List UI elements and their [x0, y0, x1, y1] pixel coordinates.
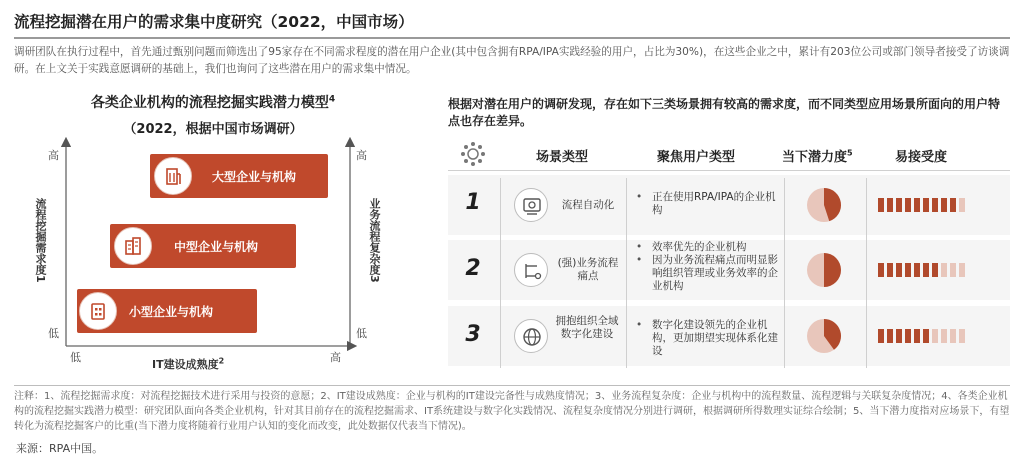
model-subtitle: （2022，根据中国市场调研）: [123, 122, 303, 137]
acceptance-dot: [923, 198, 929, 212]
acceptance-dot: [905, 329, 911, 343]
org-large-label: 大型企业与机构: [212, 170, 297, 184]
row-1-user-item: • 正在使用RPA/IPA的企业机构: [630, 191, 780, 217]
acceptance-dot: [941, 263, 947, 277]
acceptance-dot: [914, 198, 920, 212]
acceptance-dot: [959, 198, 965, 212]
model-title-text: 各类企业机构的流程挖掘实践潜力模型: [90, 95, 329, 111]
notes-divider: [14, 385, 1010, 386]
org-small-label: 小型企业与机构: [129, 305, 214, 319]
acceptance-dot: [941, 329, 947, 343]
acceptance-dot: [950, 329, 956, 343]
intro-paragraph: 调研团队在执行过程中，首先通过甄别问题而筛选出了95家存在不同需求程度的潜在用户企业(其中包含拥有RPA/IPA实践经验的用户，占比为30%)，在这些企业之中，累计有203位公司或部门领导者接受了访谈调研。在上文关于实践意愿调研的基础上，我们也询问了这些潜在用户的需求集中情况。: [14, 46, 1010, 75]
row-3-rank: 3: [465, 322, 481, 347]
acceptance-dot: [914, 329, 920, 343]
acceptance-dot: [878, 198, 884, 212]
header-acceptance: 易接受度: [895, 150, 948, 165]
page-title: 流程挖掘潜在用户的需求集中度研究（2022，中国市场）: [14, 13, 414, 31]
acceptance-dot: [896, 329, 902, 343]
acceptance-dot: [950, 263, 956, 277]
y-right-high: 高: [356, 149, 367, 162]
x-high: 高: [330, 351, 341, 364]
acceptance-dot: [941, 198, 947, 212]
acceptance-dot: [878, 263, 884, 277]
header-potential-text: 当下潜力度: [782, 150, 848, 165]
acceptance-dot: [950, 198, 956, 212]
row-2-user-item: • 因为业务流程痛点而明显影响组织管理或业务效率的企业机构: [630, 254, 780, 293]
header-potential-sup: 5: [847, 148, 853, 158]
model-title-sup: 4: [328, 94, 336, 105]
y-axis-right-label: 业务流程复杂度3: [368, 198, 381, 283]
acceptance-dot: [887, 329, 893, 343]
potential-pie-slice: [824, 253, 841, 287]
acceptance-dot: [932, 198, 938, 212]
findings-description: 根据对潜在用户的调研发现，存在如下三类场景拥有较高的需求度，而不同类型应用场景所面向的用户特点也存在差异。: [448, 97, 1001, 128]
acceptance-dots: [878, 198, 965, 212]
y-axis-left-label: 流程挖掘需求度1: [34, 198, 47, 283]
x-axis-label-text: IT建设成熟度: [152, 358, 219, 371]
acceptance-dots: [878, 263, 965, 277]
header-user: 聚焦用户类型: [657, 150, 736, 165]
org-medium-label: 中型企业与机构: [174, 240, 259, 254]
acceptance-dot: [914, 263, 920, 277]
acceptance-dot: [932, 263, 938, 277]
acceptance-dot: [959, 329, 965, 343]
acceptance-dot: [905, 198, 911, 212]
row-2-scene: (强)业务流程痛点: [557, 257, 619, 282]
y-left-high: 高: [48, 149, 59, 162]
notes: 注释：1、流程挖掘需求度：对流程挖掘技术进行采用与投资的意愿；2、IT建设成熟度：企业与机构的IT建设完备性与成熟度情况；3、业务流程复杂度：企业与机构中的流程数量、流程逻辑与关联复杂度情况；4、各类企业机构的流程挖掘实践潜力模型：研究团队面向各类企业机构，针对其目前存在的流程挖掘需求、IT系统建设与数字化实践情况、流程复杂度情况分别进行调研，根据调研所得数理实证综合绘制；5、当下潜力度指对应场景下，有望转化为流程挖掘客户的比重(当下潜力度将随着行业用户认知的变化而改变，此处数据仅代表当下情况)。: [14, 391, 1010, 432]
acceptance-dot: [887, 263, 893, 277]
acceptance-dot: [923, 329, 929, 343]
acceptance-dot: [878, 329, 884, 343]
row-1-scene: 流程自动化: [561, 199, 615, 211]
header-scene: 场景类型: [536, 150, 589, 165]
acceptance-dot: [896, 198, 902, 212]
y-left-low: 低: [48, 327, 59, 340]
acceptance-dots: [878, 329, 965, 343]
source: 来源：RPA中国。: [16, 442, 104, 455]
row-2-rank: 2: [465, 256, 481, 281]
row-3-scene: 拥抱组织全域数字化建设: [555, 315, 619, 340]
y-right-low: 低: [356, 327, 367, 340]
row-1-rank: 1: [465, 190, 481, 215]
row-2-user-item: • 效率优先的企业机构: [630, 241, 780, 254]
acceptance-dot: [923, 263, 929, 277]
x-low: 低: [70, 351, 81, 364]
acceptance-dot: [932, 329, 938, 343]
row-3-user-item: • 数字化建设领先的企业机构，更加期望实现体系化建设: [630, 319, 780, 358]
acceptance-dot: [959, 263, 965, 277]
acceptance-dot: [905, 263, 911, 277]
x-axis-label-sup: 2: [218, 356, 225, 366]
acceptance-dot: [887, 198, 893, 212]
acceptance-dot: [896, 263, 902, 277]
